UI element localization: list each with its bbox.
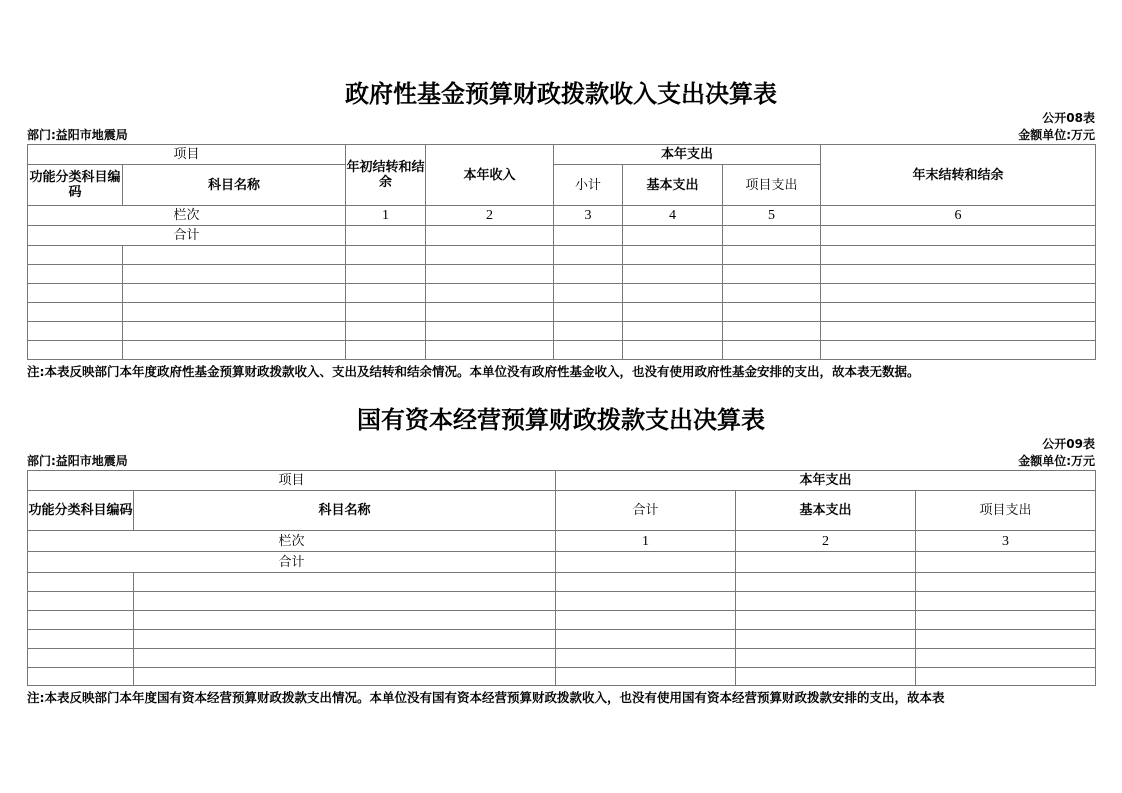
header-name: 科目名称 — [123, 165, 346, 206]
header-begin-balance: 年初结转和结余 — [346, 145, 426, 206]
header-income: 本年收入 — [426, 145, 554, 206]
table-row — [28, 649, 1096, 668]
header-subtotal: 小计 — [554, 165, 623, 206]
table-row — [28, 611, 1096, 630]
header-expenditure: 本年支出 — [554, 145, 821, 165]
col-num: 2 — [736, 531, 916, 552]
table-row — [28, 322, 1096, 341]
header-basic: 基本支出 — [623, 165, 723, 206]
table-row — [28, 341, 1096, 360]
row-total: 合计 — [28, 226, 346, 246]
col-num: 5 — [723, 206, 821, 226]
table2-department: 部门:益阳市地震局 — [27, 454, 128, 468]
col-num: 2 — [426, 206, 554, 226]
row-column-index: 栏次 — [28, 206, 346, 226]
header-project: 项目支出 — [916, 491, 1096, 531]
col-num: 3 — [554, 206, 623, 226]
table1-unit: 金额单位:万元 — [1018, 128, 1095, 142]
col-num: 3 — [916, 531, 1096, 552]
header-project: 项目支出 — [723, 165, 821, 206]
col-num: 4 — [623, 206, 723, 226]
table1-title: 政府性基金预算财政拨款收入支出决算表 — [345, 80, 777, 108]
row-total: 合计 — [28, 552, 556, 573]
col-num: 6 — [821, 206, 1096, 226]
header-name: 科目名称 — [134, 491, 556, 531]
table2-unit: 金额单位:万元 — [1018, 454, 1095, 468]
row-column-index: 栏次 — [28, 531, 556, 552]
table-row — [28, 573, 1096, 592]
header-basic: 基本支出 — [736, 491, 916, 531]
table1-note: 注:本表反映部门本年度政府性基金预算财政拨款收入、支出及结转和结余情况。本单位没有政府性基金收入，也没有使用政府性基金安排的支出，故本表无数据。 — [27, 364, 920, 379]
header-item: 项目 — [28, 471, 556, 491]
table-row — [28, 246, 1096, 265]
table-row — [28, 630, 1096, 649]
table-row — [28, 265, 1096, 284]
header-code: 功能分类科目编码 — [28, 491, 134, 531]
table1-department: 部门:益阳市地震局 — [27, 128, 128, 142]
header-total: 合计 — [556, 491, 736, 531]
table2-note: 注:本表反映部门本年度国有资本经营预算财政拨款支出情况。本单位没有国有资本经营预算财政拨款收入，也没有使用国有资本经营预算财政拨款安排的支出，故本表 — [27, 690, 945, 705]
table2-code: 公开09表 — [1042, 437, 1095, 451]
table1 — [27, 144, 1096, 360]
header-code: 功能分类科目编码 — [28, 165, 123, 206]
header-item: 项目 — [28, 145, 346, 165]
header-expenditure: 本年支出 — [556, 471, 1096, 491]
table2 — [27, 470, 1096, 686]
table-row — [28, 592, 1096, 611]
table2-title: 国有资本经营预算财政拨款支出决算表 — [357, 406, 765, 434]
col-num: 1 — [346, 206, 426, 226]
header-end-balance: 年末结转和结余 — [821, 145, 1096, 206]
table-row — [28, 668, 1096, 686]
col-num: 1 — [556, 531, 736, 552]
table-row — [28, 303, 1096, 322]
table-row — [28, 284, 1096, 303]
table1-code: 公开08表 — [1042, 111, 1095, 125]
